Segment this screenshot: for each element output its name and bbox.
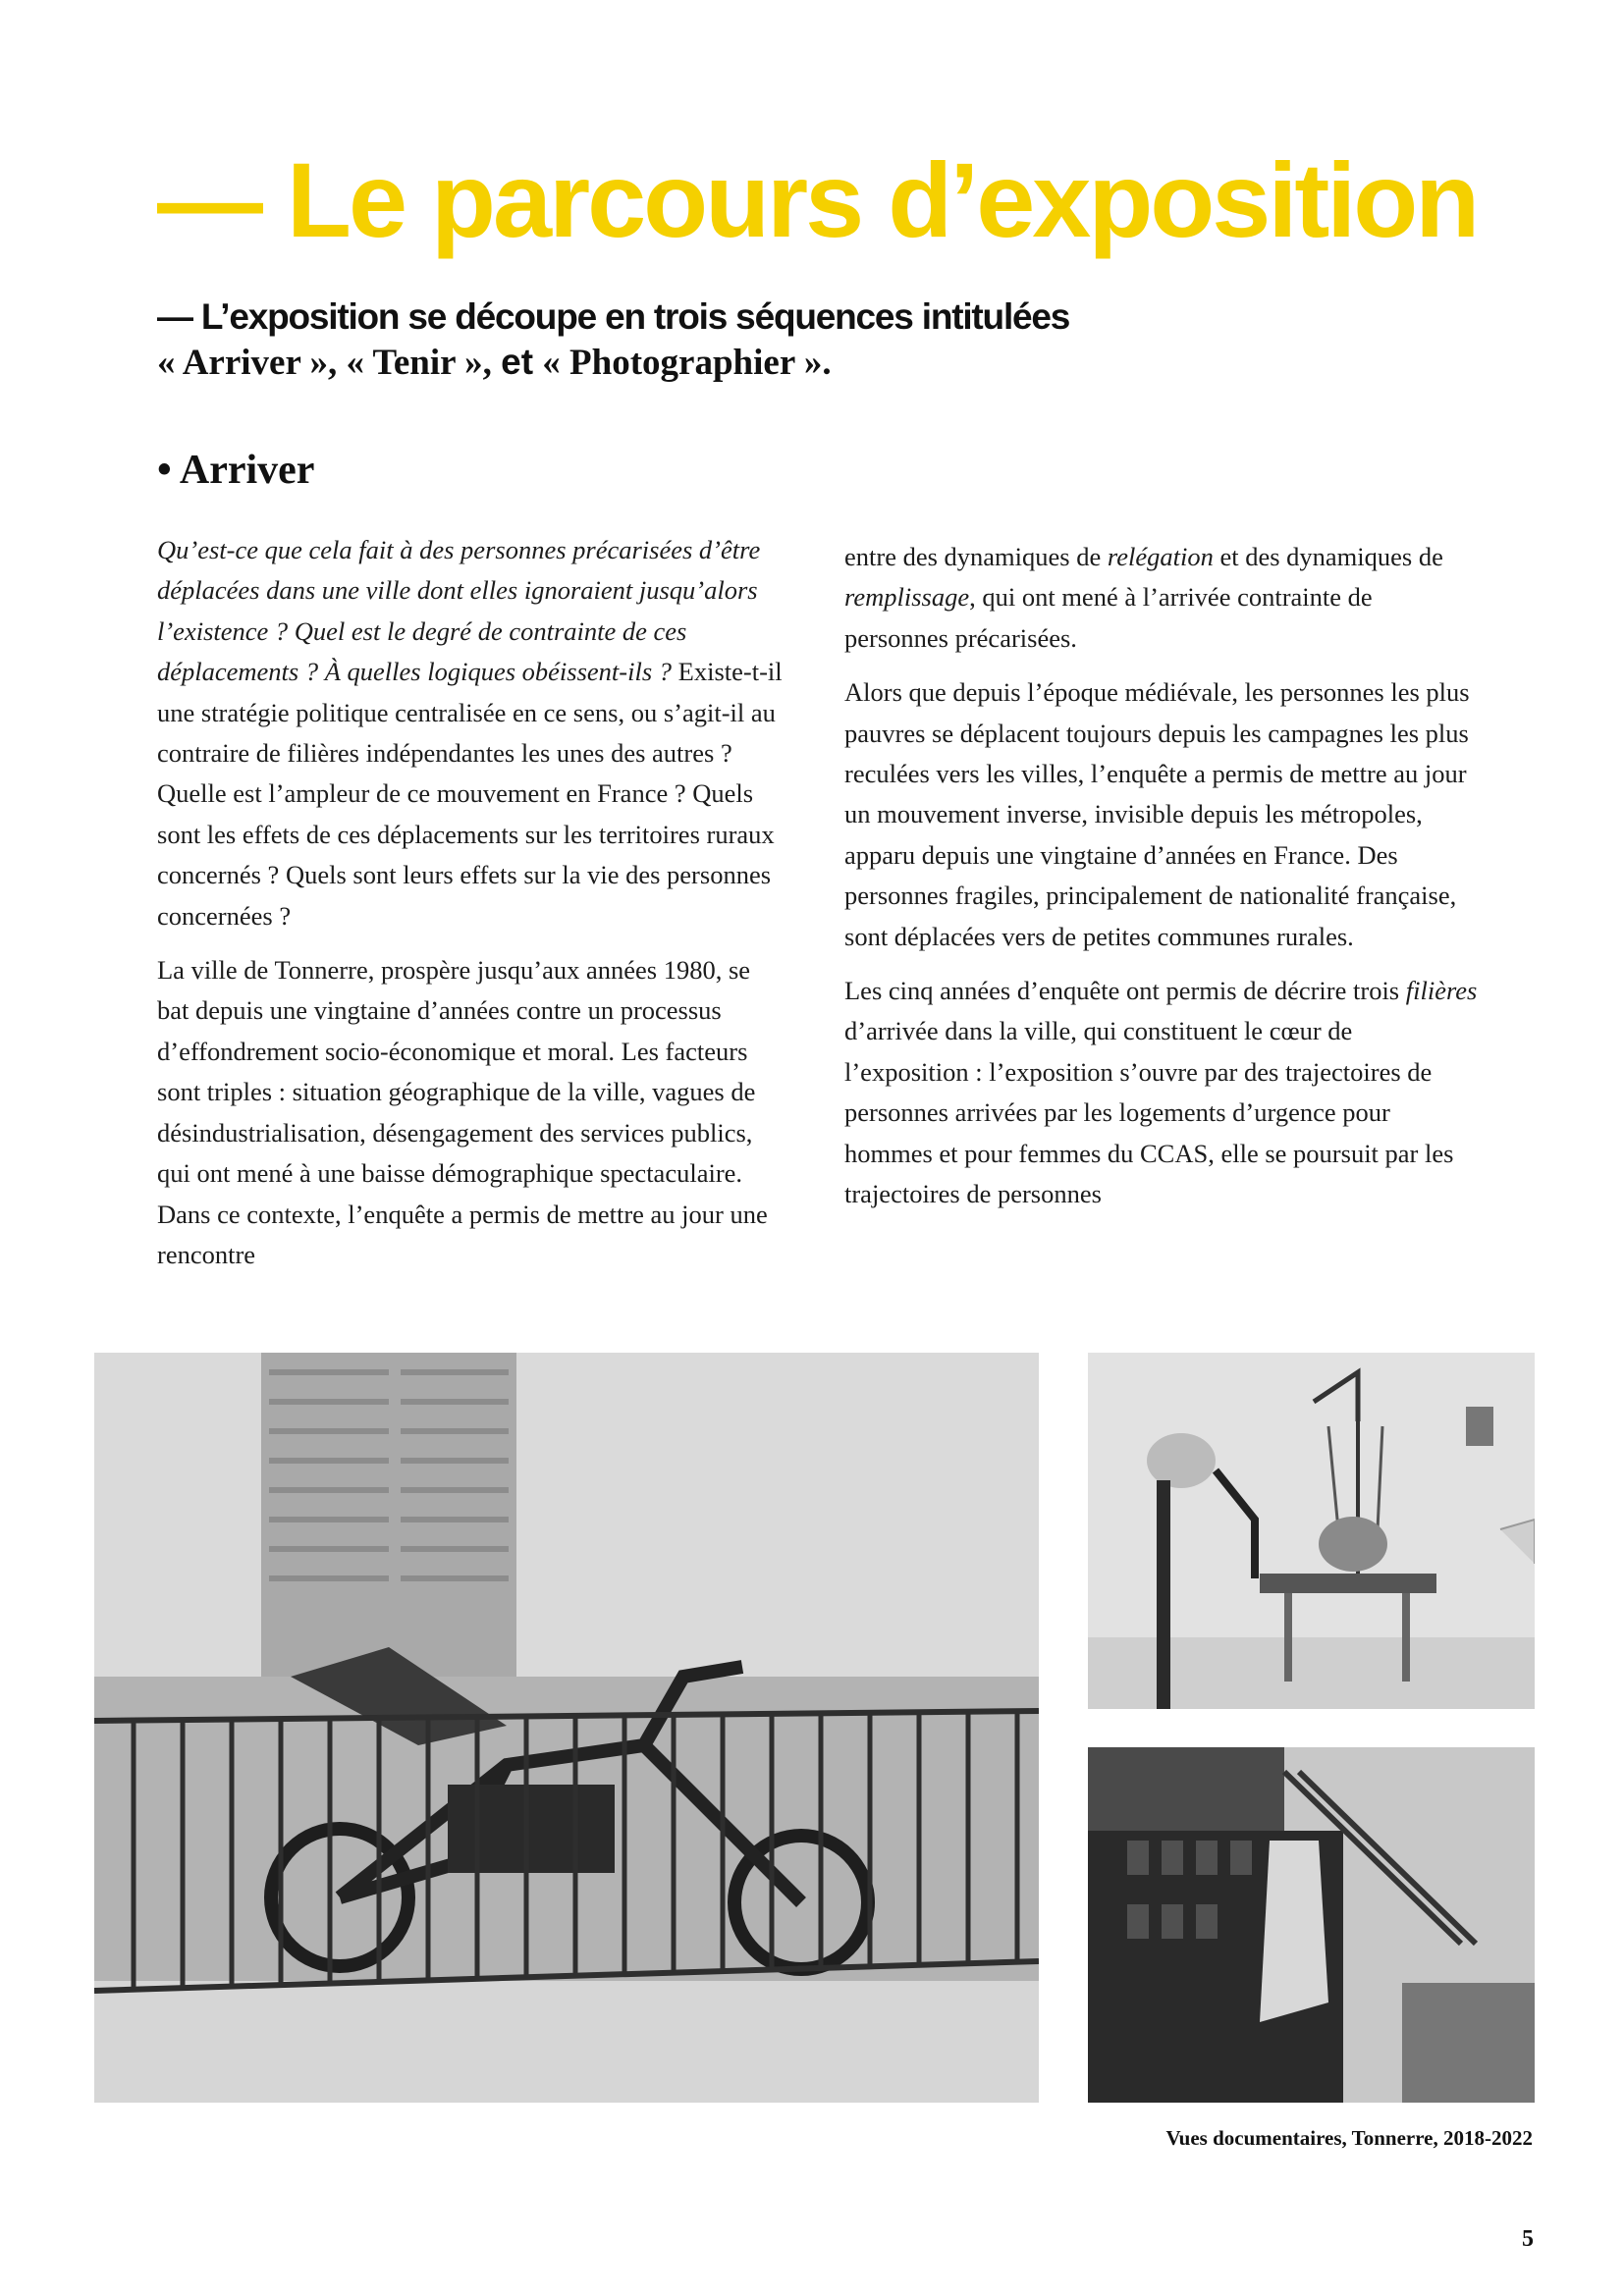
photo-dog-grooming bbox=[1088, 1353, 1535, 1709]
left-paragraph-1-rest: Existe-t-il une stratégie politique centralisée en ce sens, ou s’agit-il au contraire de filières indépendantes les unes des autres ? Quelle est l’ampleur de ce mouvement en France ? Quels sont les effets de ces déplacements sur les territoires ruraux concernés ? Quels sont leurs effets sur la vie des personnes concernées ? bbox=[157, 657, 783, 931]
page-number: 5 bbox=[1522, 2226, 1534, 2252]
subtitle-line-1: — L’exposition se découpe en trois séquences intitulées bbox=[157, 296, 1070, 337]
left-paragraph-1-questions: Qu’est-ce que cela fait à des personnes précarisées d’être déplacées dans une ville dont elles ignoraient jusqu’alors l’existence ? Quel est le degré de contrainte de ces déplacements ? À quelles logiques obéissent-ils ? bbox=[157, 535, 761, 687]
right-paragraph-3-b: d’arrivée dans la ville, qui constituent le cœur de l’exposition : l’exposition s’ouvre par des trajectoires de personnes arrivées par les logements d’urgence pour hommes et pour femmes du CCAS, elle se poursuit par les trajectoires de personnes bbox=[844, 1016, 1454, 1209]
right-paragraph-1-a: entre des dynamiques de bbox=[844, 542, 1108, 571]
right-paragraph-3 bbox=[844, 971, 1483, 1214]
right-column bbox=[844, 537, 1483, 1229]
right-paragraph-3-a: Les cinq années d’enquête ont permis de décrire trois bbox=[844, 976, 1406, 1006]
right-paragraph-1 bbox=[844, 537, 1483, 659]
subtitle-et: et bbox=[501, 342, 534, 382]
left-paragraph-2: La ville de Tonnerre, prospère jusqu’aux années 1980, se bat depuis une vingtaine d’années contre un processus d’effondrement socio-économique et moral. Les facteurs sont triples : situation géographique de la ville, vagues de désindustrialisation, désengagement des services publics, qui ont mené à une baisse démographique spectaculaire. Dans ce contexte, l’enquête a permis de mettre au jour une rencontre bbox=[157, 955, 768, 1269]
photo-caption: Vues documentaires, Tonnerre, 2018-2022 bbox=[1165, 2126, 1533, 2150]
subtitle bbox=[157, 294, 1069, 386]
photo-workshop-apron bbox=[1088, 1747, 1535, 2103]
term-remplissage: remplissage bbox=[844, 582, 970, 613]
section-heading-arriver: • Arriver bbox=[157, 448, 315, 493]
term-filieres: filières bbox=[1405, 976, 1478, 1006]
right-paragraph-2: Alors que depuis l’époque médiévale, les personnes les plus pauvres se déplacent toujours depuis les campagnes les plus reculées vers les villes, l’enquête a permis de mettre au jour un mouvement inverse, invisible depuis les métropoles, apparu depuis une vingtaine d’années en France. Des personnes fragiles, principalement de nationalité française, sont déplacées vers de petites communes rurales. bbox=[844, 677, 1470, 951]
left-paragraph-1 bbox=[157, 530, 785, 936]
right-paragraph-1-b: et des dynamiques de bbox=[1213, 542, 1443, 571]
page-title: — Le parcours d’exposition bbox=[157, 140, 1478, 259]
subtitle-sequences-2: « Photographier ». bbox=[533, 343, 832, 383]
left-column bbox=[157, 530, 785, 1289]
subtitle-sequences-1: « Arriver », « Tenir », bbox=[157, 343, 502, 383]
term-relegation: relégation bbox=[1107, 542, 1214, 571]
right-paragraph-1-c: , qui ont mené à l’arrivée contrainte de personnes précarisées. bbox=[844, 582, 1373, 653]
photo-motorcycle bbox=[94, 1353, 1039, 2103]
